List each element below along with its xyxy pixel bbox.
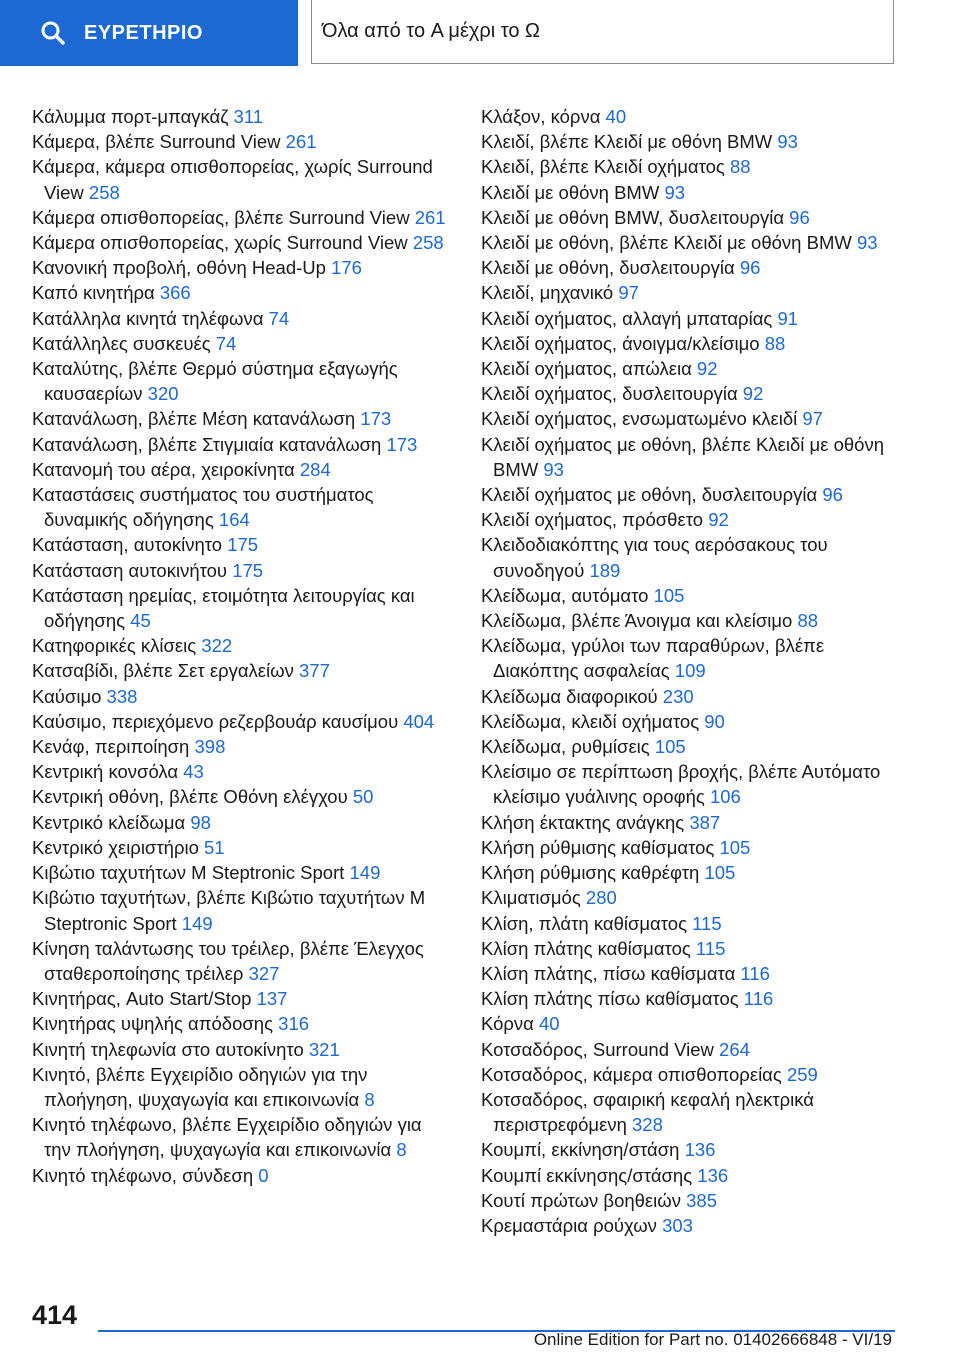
page-link[interactable]: 40 xyxy=(605,106,627,127)
index-entry xyxy=(32,860,452,885)
index-entry xyxy=(32,532,452,557)
page-link[interactable]: 280 xyxy=(585,887,617,909)
index-entry-text: Κλήση ρύθμισης καθίσματος xyxy=(481,836,715,858)
page-link[interactable]: 261 xyxy=(414,206,446,228)
index-entry xyxy=(32,280,452,305)
page-link[interactable]: 93 xyxy=(543,458,564,480)
index-entry xyxy=(32,835,452,860)
page-link[interactable]: 45 xyxy=(130,610,151,632)
index-entry-text: Κεντρικό κλείδωμα xyxy=(32,811,186,833)
index-entry xyxy=(481,482,901,507)
index-entry-text: Κεντρικό χειριστήριο xyxy=(32,836,199,858)
index-entry-text: Κατανομή του αέρα, χειροκίνητα xyxy=(32,458,295,480)
page-link[interactable]: 136 xyxy=(684,1139,716,1161)
index-entry xyxy=(481,608,901,633)
index-entry-text: Κλήση έκτακτης ανάγκης xyxy=(481,811,685,833)
page-link[interactable]: 8 xyxy=(396,1139,407,1161)
page-link[interactable]: 93 xyxy=(664,181,686,203)
page-link[interactable]: 88 xyxy=(764,332,786,354)
index-entry xyxy=(32,154,452,204)
page-link[interactable]: 106 xyxy=(709,786,741,808)
index-entry xyxy=(481,1062,901,1087)
index-entry xyxy=(32,331,452,356)
index-entry xyxy=(481,1188,901,1213)
page-link[interactable]: 284 xyxy=(299,458,331,480)
page-link[interactable]: 90 xyxy=(704,710,725,732)
index-entry xyxy=(32,684,452,709)
index-entry xyxy=(32,129,452,154)
index-entry xyxy=(32,986,452,1011)
page-link[interactable]: 96 xyxy=(822,484,843,506)
page-link[interactable]: 109 xyxy=(674,660,706,682)
index-entry-text: Κλείδωμα, κλειδί οχήματος xyxy=(481,710,700,732)
page-link[interactable]: 322 xyxy=(201,635,233,657)
page-link[interactable]: 105 xyxy=(704,862,736,884)
index-entry xyxy=(32,936,452,986)
index-entry xyxy=(481,885,901,910)
page-link[interactable]: 105 xyxy=(653,584,685,606)
index-entry-text: Καταλύτης, βλέπε Θερμό σύστημα εξαγωγής καυσαερίων xyxy=(32,358,398,405)
index-entry xyxy=(481,356,901,381)
page-link[interactable]: 338 xyxy=(106,685,138,707)
index-entry xyxy=(481,759,901,809)
page-link[interactable]: 96 xyxy=(739,257,761,279)
page-link[interactable]: 97 xyxy=(618,282,639,304)
index-entry xyxy=(481,684,901,709)
index-entry-text: Κατανάλωση, βλέπε Στιγμιαία κατανάλωση xyxy=(32,433,382,455)
index-entry-text: Κατηφορικές κλίσεις xyxy=(32,635,197,657)
page-link[interactable]: 230 xyxy=(662,685,694,707)
index-entry xyxy=(481,331,901,356)
index-entry xyxy=(32,255,452,280)
index-entry-text: Κενάφ, περιποίηση xyxy=(32,736,190,758)
index-entry xyxy=(32,1037,452,1062)
index-entry xyxy=(32,432,452,457)
index-entry-text: Κλειδί οχήματος με οθόνη, βλέπε Κλειδί με οθόνη BMW xyxy=(481,433,884,480)
index-entry-text: Κλειδί, βλέπε Κλειδί με οθόνη BMW xyxy=(481,131,773,153)
index-entry-text: Κλειδί οχήματος, δυσλειτουργία xyxy=(481,383,738,405)
index-entry-text: Κατάσταση ηρεμίας, ετοιμότητα λειτουργίας και οδήγησης xyxy=(32,584,415,632)
page-link[interactable]: 115 xyxy=(695,937,726,959)
page-link[interactable]: 404 xyxy=(403,710,435,732)
index-entry xyxy=(481,734,901,759)
index-entry-text: Κλίση πλάτης, πίσω καθίσματα xyxy=(481,962,736,984)
index-entry-text: Κάμερα οπισθοπορείας, χωρίς Surround View xyxy=(32,232,408,254)
page-link[interactable]: 398 xyxy=(194,736,226,758)
page-link[interactable]: 93 xyxy=(856,232,878,254)
index-entry-text: Κουμπί, εκκίνηση/στάση xyxy=(481,1139,680,1161)
index-entry xyxy=(32,230,452,255)
search-icon xyxy=(40,20,66,46)
index-entry xyxy=(481,180,901,205)
index-entry xyxy=(32,104,452,129)
page-link[interactable]: 176 xyxy=(331,257,362,279)
index-entry-text: Κλειδί με οθόνη BMW, δυσλειτουργία xyxy=(481,206,785,228)
page-link[interactable]: 261 xyxy=(285,131,317,153)
page-link[interactable]: 303 xyxy=(662,1214,693,1236)
page-link[interactable]: 105 xyxy=(719,836,751,858)
page-link[interactable]: 385 xyxy=(686,1189,718,1211)
page-link[interactable]: 137 xyxy=(256,988,288,1010)
page-link[interactable]: 40 xyxy=(539,1013,560,1035)
index-entry xyxy=(481,381,901,406)
page-title: Όλα από το A μέχρι το Ω xyxy=(311,0,894,64)
index-entry-text: Κατάλληλες συσκευές xyxy=(32,332,211,354)
index-entry-text: Κάμερα, κάμερα οπισθοπορείας, χωρίς Surround View xyxy=(32,156,433,203)
index-entry-text: Κλείδωμα, αυτόματο xyxy=(481,584,649,606)
index-entry-text: Κάμερα οπισθοπορείας, βλέπε Surround View xyxy=(32,206,410,228)
index-entry-text: Κρεμαστάρια ρούχων xyxy=(481,1214,657,1236)
index-entry xyxy=(32,885,452,935)
index-entry xyxy=(481,129,901,154)
index-entry xyxy=(481,230,901,255)
index-entry xyxy=(481,1087,901,1137)
page-link[interactable]: 258 xyxy=(88,181,120,203)
page-link[interactable]: 175 xyxy=(227,534,259,556)
index-entry-text: Κλειδί, βλέπε Κλειδί οχήματος xyxy=(481,156,725,178)
index-entry-text: Κατανάλωση, βλέπε Μέση κατανάλωση xyxy=(32,408,356,430)
index-entry-text: Κουτί πρώτων βοηθειών xyxy=(481,1189,681,1211)
index-entry-text: Κοτσαδόρος, σφαιρική κεφαλή ηλεκτρικά περιστρεφόμενη xyxy=(481,1088,814,1136)
index-entry-text: Κλειδί οχήματος, ενσωματωμένο κλειδί xyxy=(481,408,798,430)
page-link[interactable]: 321 xyxy=(308,1038,340,1060)
index-entry-text: Κλειδί οχήματος, άνοιγμα/κλείσιμο xyxy=(481,332,760,354)
index-entry xyxy=(481,306,901,331)
page-link[interactable]: 328 xyxy=(632,1114,663,1136)
index-entry xyxy=(32,583,452,633)
index-entry xyxy=(481,810,901,835)
index-entry-text: Κατάσταση αυτοκινήτου xyxy=(32,559,228,581)
page-link[interactable]: 88 xyxy=(729,156,751,178)
index-entry-text: Κανονική προβολή, οθόνη Head-Up xyxy=(32,257,326,279)
index-entry-text: Κινητό τηλέφωνο, σύνδεση xyxy=(32,1164,254,1186)
index-entry xyxy=(481,1011,901,1036)
page-link[interactable]: 311 xyxy=(233,106,264,127)
index-entry xyxy=(481,154,901,179)
index-entry-text: Κοτσαδόρος, κάμερα οπισθοπορείας xyxy=(481,1063,782,1085)
index-entry-text: Κιβώτιο ταχυτήτων M Steptronic Sport xyxy=(32,862,345,884)
page-link[interactable]: 105 xyxy=(654,736,686,758)
page-link[interactable]: 0 xyxy=(258,1164,269,1186)
index-entry-text: Κιβώτιο ταχυτήτων, βλέπε Κιβώτιο ταχυτήτων M Steptronic Sport xyxy=(32,887,426,934)
index-tab-label: ΕΥΡΕΤΗΡΙΟ xyxy=(84,21,203,44)
index-entry-text: Κίνηση ταλάντωσης του τρέιλερ, βλέπε Έλεγχος σταθεροποίησης τρέιλερ xyxy=(32,937,424,984)
index-entry xyxy=(32,1011,452,1036)
index-entry-text: Κλειδί οχήματος, απώλεια xyxy=(481,358,692,380)
index-entry-text: Κινητήρας, Auto Start/Stop xyxy=(32,988,252,1010)
page-link[interactable]: 92 xyxy=(696,358,718,380)
index-entry xyxy=(32,1112,452,1162)
index-entry-text: Κλειδί με οθόνη, βλέπε Κλειδί με οθόνη BMW xyxy=(481,232,852,254)
index-search-tab[interactable] xyxy=(0,0,298,66)
index-entry xyxy=(481,205,901,230)
index-entry xyxy=(32,482,452,532)
edition-info: Online Edition for Part no. 01402666848 - VI/19 xyxy=(533,1330,892,1349)
index-entry xyxy=(481,633,901,683)
page-link[interactable]: 175 xyxy=(232,559,264,581)
page-link[interactable]: 43 xyxy=(183,761,204,783)
page-link[interactable]: 316 xyxy=(278,1013,310,1035)
index-entry-text: Κλειδί με οθόνη, δυσλειτουργία xyxy=(481,257,735,279)
page-number: 414 xyxy=(32,1300,78,1330)
index-entry-text: Καπό κινητήρα xyxy=(32,282,155,304)
index-entry xyxy=(481,104,901,129)
index-entry-text: Κάμερα, βλέπε Surround View xyxy=(32,131,281,153)
index-entry xyxy=(32,810,452,835)
page-link[interactable]: 136 xyxy=(697,1164,729,1186)
index-entry xyxy=(481,986,901,1011)
page-link[interactable]: 74 xyxy=(268,307,290,329)
index-entry-text: Κλειδί οχήματος, αλλαγή μπαταρίας xyxy=(481,307,773,329)
page-link[interactable]: 259 xyxy=(786,1063,818,1085)
index-entry xyxy=(32,709,452,734)
index-entry xyxy=(481,1213,901,1238)
index-entry-text: Κουμπί εκκίνησης/στάσης xyxy=(481,1164,693,1186)
index-entry-text: Κόρνα xyxy=(481,1013,534,1035)
page-link[interactable]: 92 xyxy=(708,509,729,531)
index-entry xyxy=(481,936,901,961)
header xyxy=(0,0,960,66)
page-link[interactable]: 164 xyxy=(218,509,250,531)
index-entry xyxy=(481,255,901,280)
index-entry xyxy=(32,1163,452,1188)
index-entry-text: Κλείδωμα διαφορικού xyxy=(481,685,658,707)
index-entry xyxy=(32,356,452,406)
page-link[interactable]: 320 xyxy=(147,383,179,405)
index-entry-text: Κινητή τηλεφωνία στο αυτοκίνητο xyxy=(32,1038,304,1060)
index-entry xyxy=(32,457,452,482)
index-entry-text: Κινητό τηλέφωνο, βλέπε Εγχειρίδιο οδηγιών για την πλοήγηση, ψυχαγωγία και επικοινωνία xyxy=(32,1114,422,1161)
index-entry xyxy=(32,633,452,658)
index-entry-text: Κλάξον, κόρνα xyxy=(481,106,601,127)
page-link[interactable]: 92 xyxy=(742,383,764,405)
index-entry-text: Κλίση πλάτης καθίσματος xyxy=(481,937,691,959)
page-link[interactable]: 149 xyxy=(181,912,213,934)
index-entry xyxy=(32,205,452,230)
page-link[interactable]: 189 xyxy=(589,559,621,581)
index-entry xyxy=(481,1037,901,1062)
page-link[interactable]: 377 xyxy=(299,660,330,682)
page-link[interactable]: 74 xyxy=(215,332,237,354)
index-entry-text: Καύσιμο xyxy=(32,685,102,707)
index-entry xyxy=(481,860,901,885)
index-entry-text: Κατάσταση, αυτοκίνητο xyxy=(32,534,223,556)
index-entry-text: Καύσιμο, περιεχόμενο ρεζερβουάρ καυσίμου xyxy=(32,710,399,732)
page-link[interactable]: 88 xyxy=(797,610,819,632)
page-link[interactable]: 173 xyxy=(386,433,418,455)
index-entry-text: Κινητό, βλέπε Εγχειρίδιο οδηγιών για την πλοήγηση, ψυχαγωγία και επικοινωνία xyxy=(32,1063,368,1110)
index-entry-text: Κάλυμμα πορτ-μπαγκάζ xyxy=(32,106,229,127)
index-entry xyxy=(481,835,901,860)
index-entry-text: Κλείσιμο σε περίπτωση βροχής, βλέπε Αυτόματο κλείσιμο γυάλινης οροφής xyxy=(481,761,881,808)
index-entry xyxy=(32,306,452,331)
page-link[interactable]: 96 xyxy=(789,206,810,228)
page-link[interactable]: 173 xyxy=(360,408,392,430)
index-entry-text: Κλείδωμα, ρυθμίσεις xyxy=(481,736,650,758)
index-entry xyxy=(481,911,901,936)
index-entry xyxy=(32,658,452,683)
page-link[interactable]: 51 xyxy=(204,836,225,858)
index-entry-text: Κλειδί οχήματος, πρόσθετο xyxy=(481,509,704,531)
index-entry xyxy=(481,709,901,734)
page-link[interactable]: 258 xyxy=(412,232,444,254)
index-entry xyxy=(481,532,901,582)
page-link[interactable]: 149 xyxy=(349,862,381,884)
index-entry-text: Κλειδί με οθόνη BMW xyxy=(481,181,660,203)
page-link[interactable]: 50 xyxy=(352,786,374,808)
index-entry xyxy=(32,759,452,784)
index-entry xyxy=(481,1163,901,1188)
index-entry-text: Κλειδί οχήματος με οθόνη, δυσλειτουργία xyxy=(481,484,818,506)
page-link[interactable]: 116 xyxy=(743,988,774,1010)
index-entry xyxy=(32,406,452,431)
index-entry-text: Κλείδωμα, βλέπε Άνοιγμα και κλείσιμο xyxy=(481,610,793,632)
index-entry-text: Κοτσαδόρος, Surround View xyxy=(481,1038,714,1060)
index-entry-text: Κατάλληλα κινητά τηλέφωνα xyxy=(32,307,264,329)
index-column-left xyxy=(32,104,452,1188)
index-entry-text: Κλιματισμός xyxy=(481,887,581,909)
page-link[interactable]: 91 xyxy=(777,307,799,329)
index-entry xyxy=(481,583,901,608)
index-entry-text: Καταστάσεις συστήματος του συστήματος δυναμικής οδήγησης xyxy=(32,484,374,531)
index-entry-text: Κεντρική κονσόλα xyxy=(32,761,179,783)
page-link[interactable]: 97 xyxy=(802,408,823,430)
index-entry-text: Κλήση ρύθμισης καθρέφτη xyxy=(481,862,700,884)
index-entry-text: Κλειδοδιακόπτης για τους αερόσακους του συνοδηγού xyxy=(481,534,828,581)
page-link[interactable]: 93 xyxy=(777,131,798,153)
index-entry xyxy=(32,734,452,759)
index-entry xyxy=(481,406,901,431)
page-link[interactable]: 264 xyxy=(719,1038,750,1060)
page-link[interactable]: 115 xyxy=(692,912,722,934)
index-entry-text: Κλίση πλάτης πίσω καθίσματος xyxy=(481,988,739,1010)
index-entry-text: Κλειδί, μηχανικό xyxy=(481,282,614,304)
index-column-right xyxy=(481,104,901,1238)
index-entry-text: Κλείδωμα, γρύλοι των παραθύρων, βλέπε Διακόπτης ασφαλείας xyxy=(481,635,825,682)
index-entry xyxy=(481,1137,901,1162)
index-entry xyxy=(481,507,901,532)
page-link[interactable]: 387 xyxy=(689,811,721,833)
index-entry xyxy=(481,961,901,986)
index-entry xyxy=(481,432,901,482)
page-link[interactable]: 327 xyxy=(248,962,280,984)
page-link[interactable]: 116 xyxy=(740,962,770,984)
index-entry-text: Κεντρική οθόνη, βλέπε Οθόνη ελέγχου xyxy=(32,786,348,808)
page-link[interactable]: 366 xyxy=(159,282,191,304)
index-entry xyxy=(32,1062,452,1112)
index-entry-text: Κατσαβίδι, βλέπε Σετ εργαλείων xyxy=(32,660,294,682)
index-entry-text: Κλίση, πλάτη καθίσματος xyxy=(481,912,687,934)
index-entry-text: Κινητήρας υψηλής απόδοσης xyxy=(32,1013,274,1035)
index-entry xyxy=(32,558,452,583)
page-link[interactable]: 98 xyxy=(190,811,211,833)
index-entry xyxy=(32,784,452,809)
page-link[interactable]: 8 xyxy=(364,1088,375,1110)
index-entry xyxy=(481,280,901,305)
